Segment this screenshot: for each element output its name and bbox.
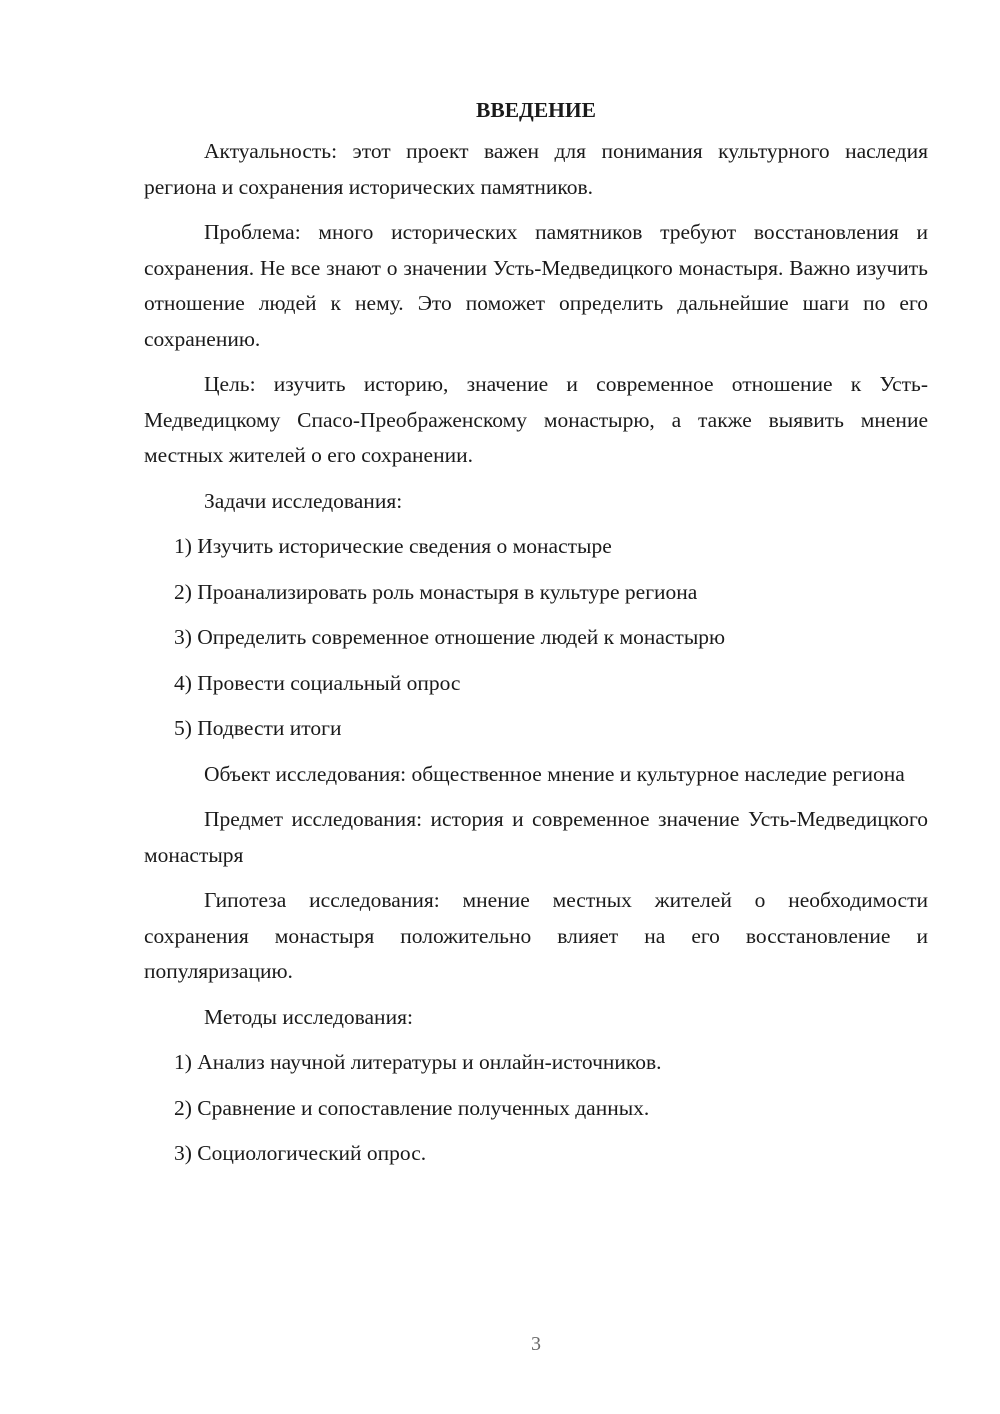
- list-item: 5) Подвести итоги: [174, 716, 342, 740]
- goal-paragraph: Цель: изучить историю, значение и современное отношение к Усть-Медведицкому Спасо-Преображенскому монастырю, а также выявить мнение местных жителей о его сохранении.: [144, 372, 928, 467]
- subject-paragraph: Предмет исследования: история и современное значение Усть-Медведицкого монастыря: [144, 807, 928, 867]
- methods-heading: Методы исследования:: [204, 1004, 413, 1029]
- page-number: 3: [531, 1333, 541, 1355]
- problem-paragraph: Проблема: много исторических памятников требуют восстановления и сохранения. Не все знают о значении Усть-Медведицкого монастыря. Важно изучить отношение людей к нему. Это поможет определить дальнейшие шаги по его сохранению.: [144, 220, 928, 351]
- object-paragraph: Объект исследования: общественное мнение и культурное наследие региона: [204, 761, 905, 786]
- list-item: 3) Социологический опрос.: [174, 1141, 427, 1165]
- list-item: 3) Определить современное отношение людей к монастырю: [174, 625, 726, 649]
- list-item: 4) Провести социальный опрос: [174, 670, 461, 695]
- list-item: 2) Сравнение и сопоставление полученных данных.: [174, 1095, 650, 1120]
- list-item: 1) Изучить исторические сведения о монастыре: [174, 534, 612, 558]
- methods-list: [144, 1045, 928, 1172]
- tasks-list: [144, 529, 928, 747]
- section-title: ВВЕДЕНИЕ: [476, 98, 596, 122]
- hypothesis-paragraph: Гипотеза исследования: мнение местных жителей о необходимости сохранения монастыря положительно влияет на его восстановление и популяризацию.: [144, 888, 928, 983]
- document-page: [144, 92, 928, 1182]
- list-item: 2) Проанализировать роль монастыря в культуре региона: [174, 579, 698, 604]
- relevance-paragraph: Актуальность: этот проект важен для понимания культурного наследия региона и сохранения исторических памятников.: [144, 139, 928, 199]
- tasks-heading: Задачи исследования:: [204, 488, 403, 513]
- list-item: 1) Анализ научной литературы и онлайн-источников.: [174, 1050, 662, 1074]
